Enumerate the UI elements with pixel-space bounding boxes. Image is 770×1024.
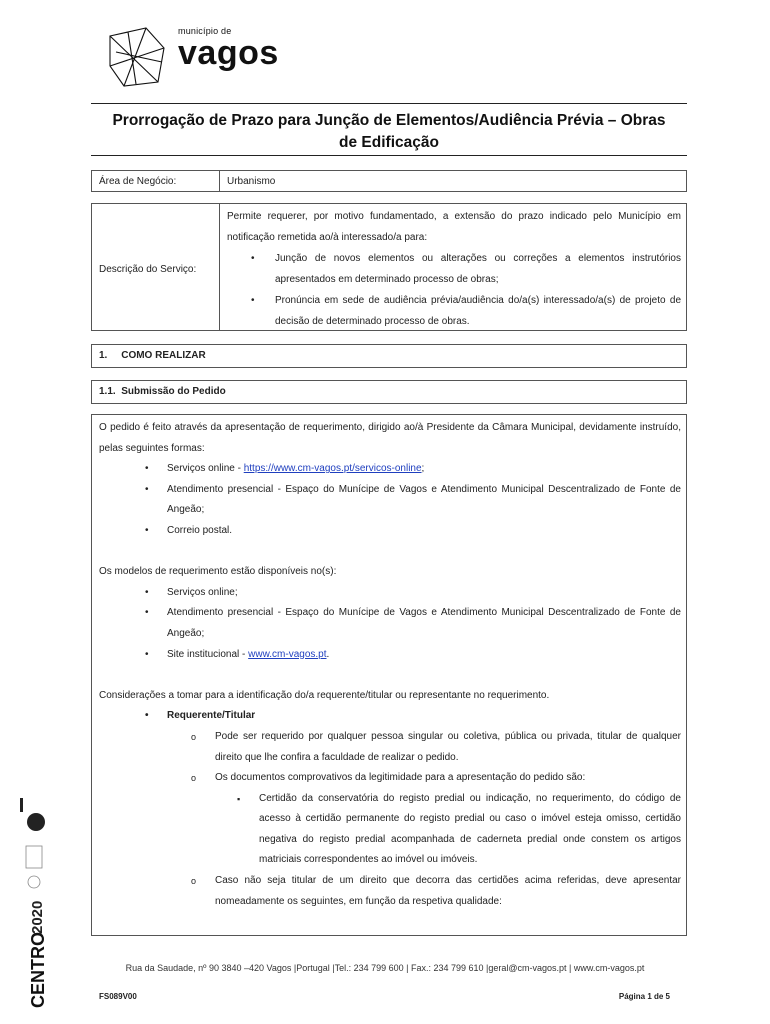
section-1-title: 1. COMO REALIZAR	[99, 350, 206, 361]
description-content	[227, 206, 681, 332]
form-code: FS089V00	[99, 992, 137, 1001]
title-top-rule	[91, 103, 687, 104]
document-title	[91, 110, 687, 154]
main-content	[99, 418, 681, 912]
online-prefix: Serviços online -	[167, 463, 244, 475]
area-value: Urbanismo	[227, 176, 276, 187]
logo-municipio-text: município de	[178, 26, 232, 36]
paragraph-request: O pedido é feito através da apresentação de requerimento, dirigido ao/à Presidente da Câmara Municipal, devidamente instruído, pelas seguintes formas:	[99, 422, 681, 454]
list-item: • Atendimento presencial - Espaço do Munícipe de Vagos e Atendimento Municipal Descentralizado de Fonte de Angeão;	[99, 603, 681, 644]
list-item	[99, 459, 681, 480]
list-item: o Pode ser requerido por qualquer pessoa singular ou coletiva, pública ou privada, titular de qualquer direito que lhe confira a faculdade de realizar o pedido.	[99, 727, 681, 768]
description-label: Descrição do Serviço:	[99, 264, 197, 275]
footer-address: Rua da Saudade, nº 90 3840 –420 Vagos |Portugal |Tel.: 234 799 600 | Fax.: 234 799 610 |geral@cm-vagos.pt | www.cm-vagos.pt	[125, 963, 645, 973]
list-item: o Caso não seja titular de um direito que decorra das certidões acima referidas, deve apresentar nomeadamente os seguintes, em função da respetiva qualidade:	[99, 871, 681, 912]
list-item	[99, 645, 681, 666]
page-number: Página 1 de 5	[618, 992, 670, 1001]
description-intro: Permite requerer, por motivo fundamentado, a extensão do prazo indicado pelo Município em notificação remetida ao/à interessado/a para:	[227, 211, 681, 243]
servicos-online-link[interactable]: https://www.cm-vagos.pt/servicos-online	[243, 463, 422, 475]
list-item: • Correio postal.	[99, 521, 681, 542]
section-1-1-title: 1.1. Submissão do Pedido	[99, 386, 226, 397]
site-institucional-link[interactable]: www.cm-vagos.pt	[248, 648, 327, 660]
description-bullet: • Junção de novos elementos ou alterações ou correções a elementos instrutórios apresentados em determinado processo de obras;	[227, 248, 681, 290]
requerente-heading: • Requerente/Titular	[99, 706, 681, 727]
area-table	[91, 170, 687, 192]
funding-logos-icon	[14, 784, 54, 1024]
description-bullet: • Pronúncia em sede de audiência prévia/audiência do/a(s) interessado/a(s) de projeto de decisão de determinado processo de obras.	[227, 290, 681, 332]
area-label: Área de Negócio:	[99, 176, 177, 187]
description-divider	[219, 203, 220, 331]
title-bottom-rule	[91, 155, 687, 156]
centro-text: CENTRO	[28, 932, 48, 1008]
programa-2020-text: 2020	[29, 900, 46, 934]
list-item: ▪ Certidão da conservatória do registo predial ou indicação, no requerimento, do código de acesso à certidão permanente do registo predial ou caso o imóvel esteja omisso, certidão negativa do registo predial acompanhada de caderneta predial onde constem os artigos matriciais correspondentes ao imóvel ou imóveis.	[99, 789, 681, 871]
paragraph-models: Os modelos de requerimento estão disponíveis no(s):	[99, 566, 337, 578]
title-line-1: Prorrogação de Prazo para Junção de Elementos/Audiência Prévia – Obras	[112, 112, 666, 129]
list-item: • Serviços online;	[99, 583, 681, 604]
site-suffix: .	[326, 648, 330, 660]
list-item: • Atendimento presencial - Espaço do Munícipe de Vagos e Atendimento Municipal Descentralizado de Fonte de Angeão;	[99, 480, 681, 521]
title-line-2: de Edificação	[339, 134, 439, 151]
logo-vagos-text: vagos	[178, 34, 279, 72]
area-divider	[219, 170, 220, 192]
list-item: o Os documentos comprovativos da legitimidade para a apresentação do pedido são:	[99, 768, 681, 789]
site-prefix: Site institucional -	[167, 648, 249, 660]
paragraph-considerations: Considerações a tomar para a identificação do/a requerente/titular ou representante no requerimento.	[99, 689, 550, 701]
online-suffix: ;	[421, 463, 425, 475]
